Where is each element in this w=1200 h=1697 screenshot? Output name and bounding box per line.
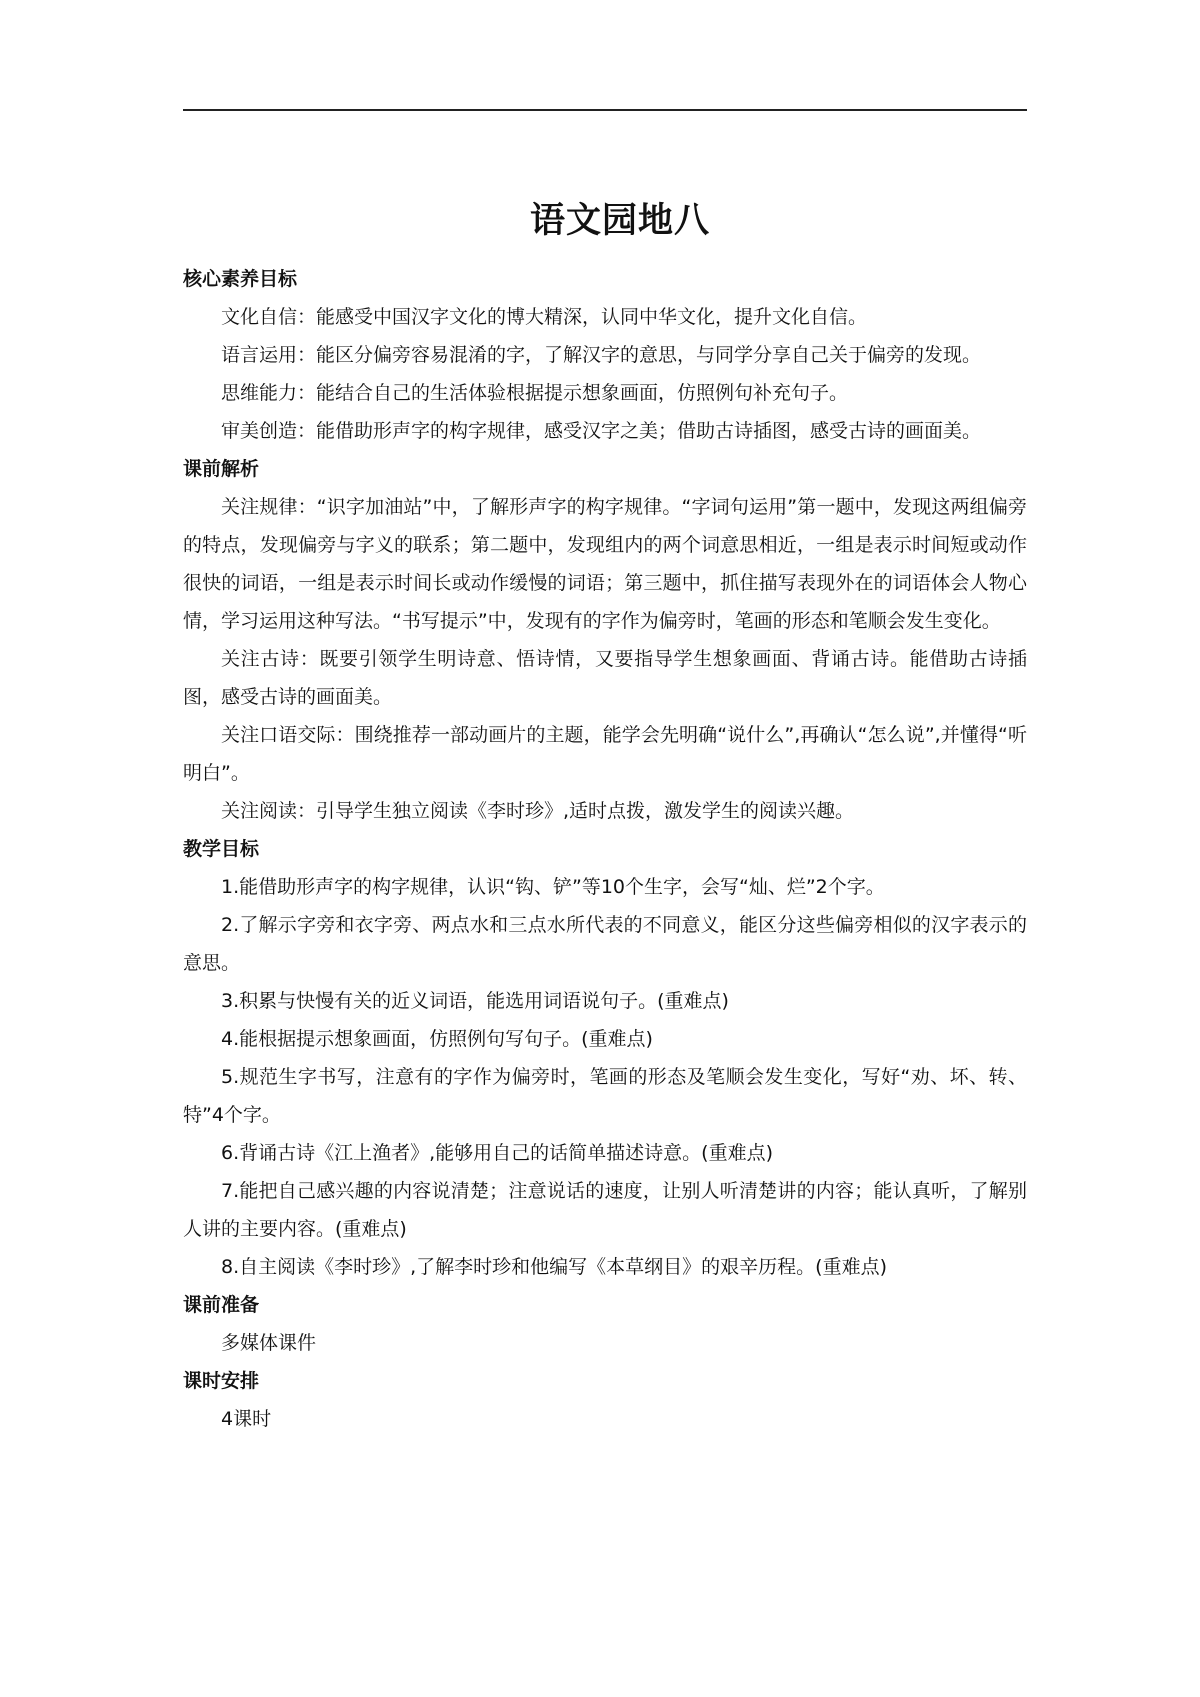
paragraph: 文化自信：能感受中国汉字文化的博大精深，认同中华文化，提升文化自信。 [221, 306, 868, 328]
list-item: 7.能把自己感兴趣的内容说清楚；注意说话的速度，让别人听清楚讲的内容；能认真听，了解别人讲的主要内容。(重难点) [183, 1180, 1027, 1240]
list-item: 8.自主阅读《李时珍》,了解李时珍和他编写《本草纲目》的艰辛历程。(重难点) [221, 1256, 887, 1278]
section-pre-class-analysis [183, 450, 1027, 830]
paragraph: 4课时 [221, 1408, 272, 1430]
list-item: 2.了解示字旁和衣字旁、两点水和三点水所代表的不同意义，能区分这些偏旁相似的汉字表示的意思。 [183, 914, 1027, 974]
section-heading: 核心素养目标 [183, 268, 298, 290]
section-preparation [183, 1286, 1027, 1362]
section-heading: 课前解析 [183, 458, 260, 480]
list-item: 5.规范生字书写，注意有的字作为偏旁时，笔画的形态及笔顺会发生变化，写好“劝、坏、转、特”4个字。 [183, 1066, 1027, 1126]
list-item: 3.积累与快慢有关的近义词语，能选用词语说句子。(重难点) [221, 990, 729, 1012]
section-teaching-goals [183, 830, 1027, 1286]
paragraph: 思维能力：能结合自己的生活体验根据提示想象画面，仿照例句补充句子。 [221, 382, 849, 404]
paragraph: 关注口语交际：围绕推荐一部动画片的主题，能学会先明确“说什么”,再确认“怎么说”,并懂得“听明白”。 [183, 724, 1027, 784]
paragraph: 关注阅读：引导学生独立阅读《李时珍》,适时点拨，激发学生的阅读兴趣。 [221, 800, 855, 822]
list-item: 1.能借助形声字的构字规律，认识“钩、铲”等10个生字，会写“灿、烂”2个字。 [221, 876, 885, 898]
paragraph: 关注规律：“识字加油站”中，了解形声字的构字规律。“字词句运用”第一题中，发现这两组偏旁的特点，发现偏旁与字义的联系；第二题中，发现组内的两个词意思相近，一组是表示时间短或动作很快的词语，一组是表示时间长或动作缓慢的词语；第三题中，抓住描写表现外在的词语体会人物心情，学习运用这种写法。“书写提示”中，发现有的字作为偏旁时，笔画的形态和笔顺会发生变化。 [183, 496, 1027, 632]
list-item: 4.能根据提示想象画面，仿照例句写句子。(重难点) [221, 1028, 653, 1050]
section-schedule [183, 1362, 1027, 1438]
document-body [183, 196, 1027, 1438]
section-heading: 教学目标 [183, 838, 260, 860]
section-heading: 课时安排 [183, 1370, 260, 1392]
list-item: 6.背诵古诗《江上渔者》,能够用自己的话简单描述诗意。(重难点) [221, 1142, 773, 1164]
section-heading: 课前准备 [183, 1294, 260, 1316]
paragraph: 语言运用：能区分偏旁容易混淆的字，了解汉字的意思，与同学分享自己关于偏旁的发现。 [221, 344, 982, 366]
header-rule [183, 109, 1027, 111]
paragraph: 审美创造：能借助形声字的构字规律，感受汉字之美；借助古诗插图，感受古诗的画面美。 [221, 420, 982, 442]
page-title: 语文园地八 [529, 201, 710, 241]
paragraph: 多媒体课件 [221, 1332, 317, 1354]
paragraph: 关注古诗：既要引领学生明诗意、悟诗情，又要指导学生想象画面、背诵古诗。能借助古诗插图，感受古诗的画面美。 [183, 648, 1027, 708]
section-core-goals [183, 260, 1027, 450]
